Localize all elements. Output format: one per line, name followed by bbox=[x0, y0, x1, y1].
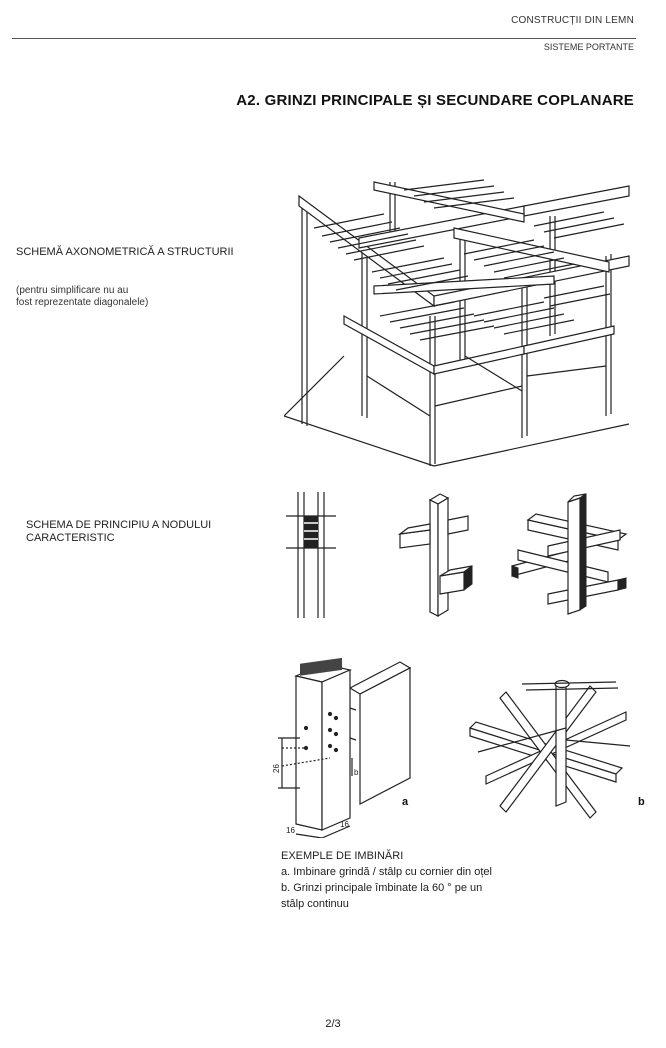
joints-caption-b-1: b. Grinzi principale îmbinate la 60 ° pe un bbox=[281, 882, 483, 894]
node-scheme-label-1: SCHEMA DE PRINCIPIU A NODULUI bbox=[26, 519, 212, 531]
node-crossing-drawing bbox=[508, 490, 630, 622]
node-column-drawing bbox=[396, 490, 476, 620]
dimension-b: b bbox=[354, 768, 359, 777]
joint-a-drawing bbox=[270, 658, 420, 838]
page-title: A2. GRINZI PRINCIPALE ȘI SECUNDARE COPLANARE bbox=[236, 92, 634, 109]
dimension-16-left: 16 bbox=[286, 826, 295, 835]
axonometric-note-1: (pentru simplificare nu au bbox=[16, 285, 129, 296]
axonometric-structure-drawing bbox=[284, 176, 632, 468]
joints-caption-a: a. Imbinare grindă / stâlp cu cornier din oțel bbox=[281, 866, 492, 878]
axonometric-note-2: fost reprezentate diagonalele) bbox=[16, 297, 149, 308]
joints-caption-title: EXEMPLE DE IMBINĂRI bbox=[281, 850, 404, 862]
joints-caption-b-2: stâlp continuu bbox=[281, 898, 349, 910]
label-b: b bbox=[638, 796, 645, 808]
node-scheme-label-2: CARACTERISTIC bbox=[26, 532, 115, 544]
header-subtitle: SISTEME PORTANTE bbox=[543, 42, 634, 52]
label-a: a bbox=[402, 796, 409, 808]
dimension-26: 26 bbox=[271, 764, 281, 773]
page-number: 2/3 bbox=[325, 1018, 341, 1030]
node-plan-drawing bbox=[284, 490, 344, 620]
header-title: CONSTRUCȚII DIN LEMN bbox=[511, 15, 634, 26]
header-divider bbox=[12, 38, 636, 39]
axonometric-label: SCHEMĂ AXONOMETRICĂ A STRUCTURII bbox=[16, 246, 234, 258]
joint-b-drawing bbox=[466, 672, 636, 820]
dimension-16-right: 16 bbox=[340, 820, 349, 829]
